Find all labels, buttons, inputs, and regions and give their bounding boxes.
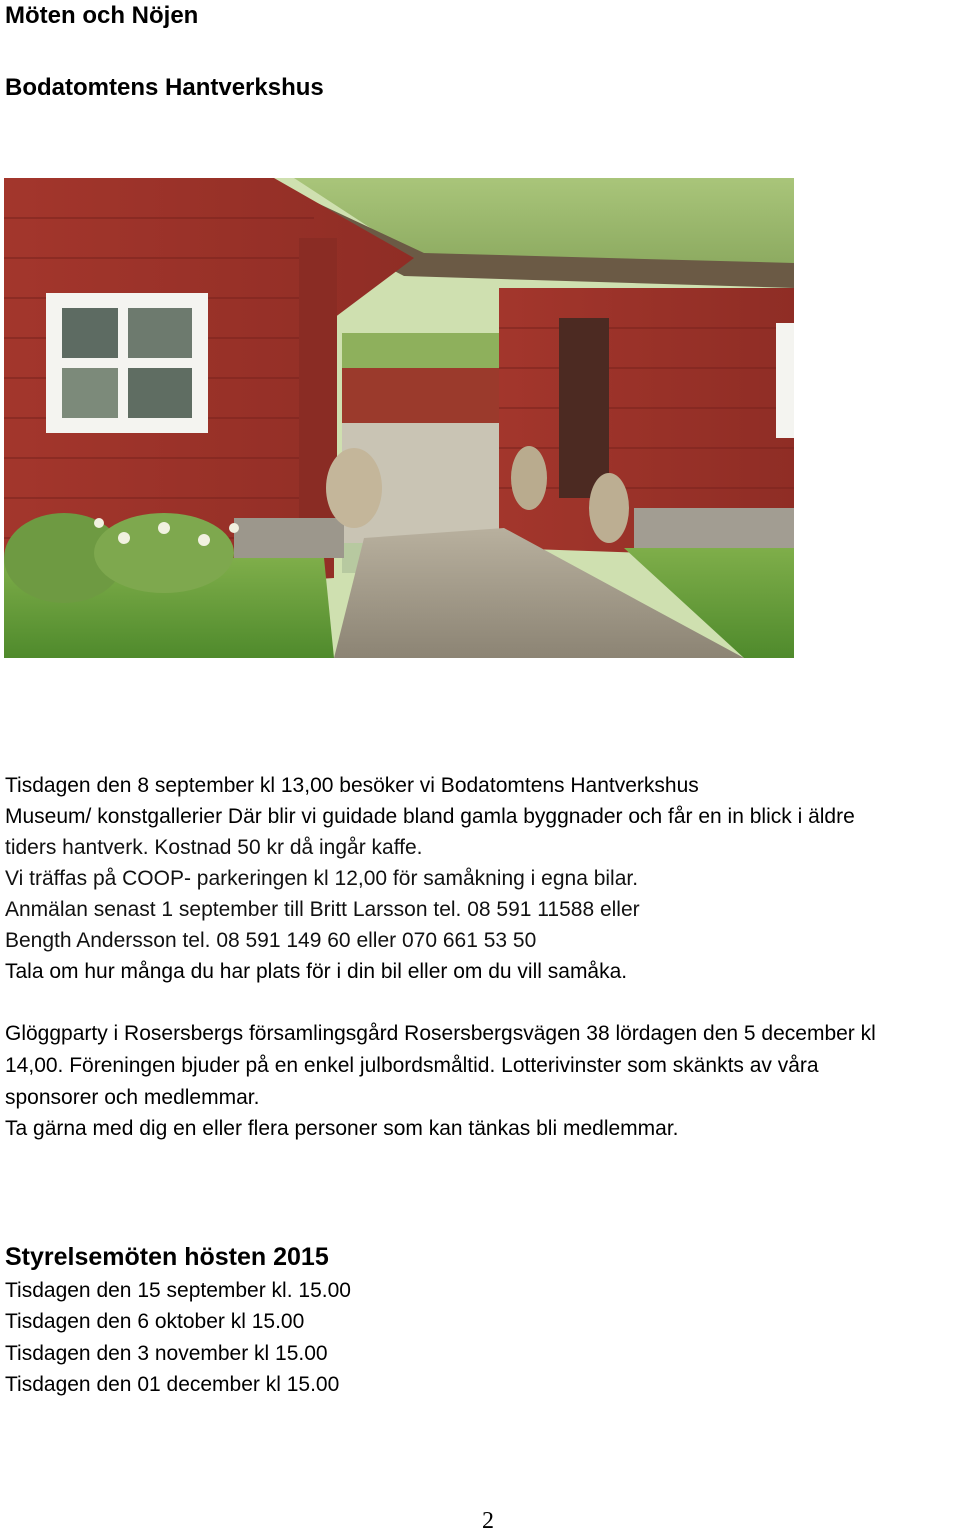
photo-red-wooden-houses-icon: [4, 178, 794, 658]
board-meeting-date: Tisdagen den 01 december kl 15.00: [5, 1373, 340, 1396]
page-number: 2: [482, 1508, 494, 1534]
event2-line: Glöggparty i Rosersbergs församlingsgård Rosersbergsvägen 38 lördagen den 5 december kl: [5, 1022, 876, 1045]
event1-line: Tala om hur många du har plats för i din bil eller om du vill samåka.: [5, 960, 628, 983]
event1-line: Bength Andersson tel. 08 591 149 60 eller 070 661 53 50: [5, 929, 537, 952]
event1-line: Vi träffas på COOP- parkeringen kl 12,00 för samåkning i egna bilar.: [5, 867, 639, 890]
event1-line: Anmälan senast 1 september till Britt Larsson tel. 08 591 11588 eller: [5, 898, 640, 921]
section-title: Bodatomtens Hantverkshus: [5, 74, 324, 101]
event1-line: tiders hantverk. Kostnad 50 kr då ingår kaffe.: [5, 836, 423, 859]
event2-line: sponsorer och medlemmar.: [5, 1086, 260, 1109]
event1-line: Tisdagen den 8 september kl 13,00 besöker vi Bodatomtens Hantverkshus: [5, 774, 699, 797]
page-title: Möten och Nöjen: [5, 2, 199, 29]
event2-line: Ta gärna med dig en eller flera personer som kan tänkas bli medlemmar.: [5, 1117, 679, 1140]
event1-line: Museum/ konstgallerier Där blir vi guidade bland gamla byggnader och får en in blick i äldre: [5, 805, 855, 828]
board-meeting-date: Tisdagen den 3 november kl 15.00: [5, 1342, 328, 1365]
photo-red-houses: [4, 178, 794, 658]
board-meeting-date: Tisdagen den 15 september kl. 15.00: [5, 1279, 351, 1302]
event2-line: 14,00. Föreningen bjuder på en enkel julbordsmåltid. Lotterivinster som skänkts av våra: [5, 1054, 819, 1077]
board-meetings-heading: Styrelsemöten hösten 2015: [5, 1243, 329, 1271]
board-meeting-date: Tisdagen den 6 oktober kl 15.00: [5, 1310, 305, 1333]
